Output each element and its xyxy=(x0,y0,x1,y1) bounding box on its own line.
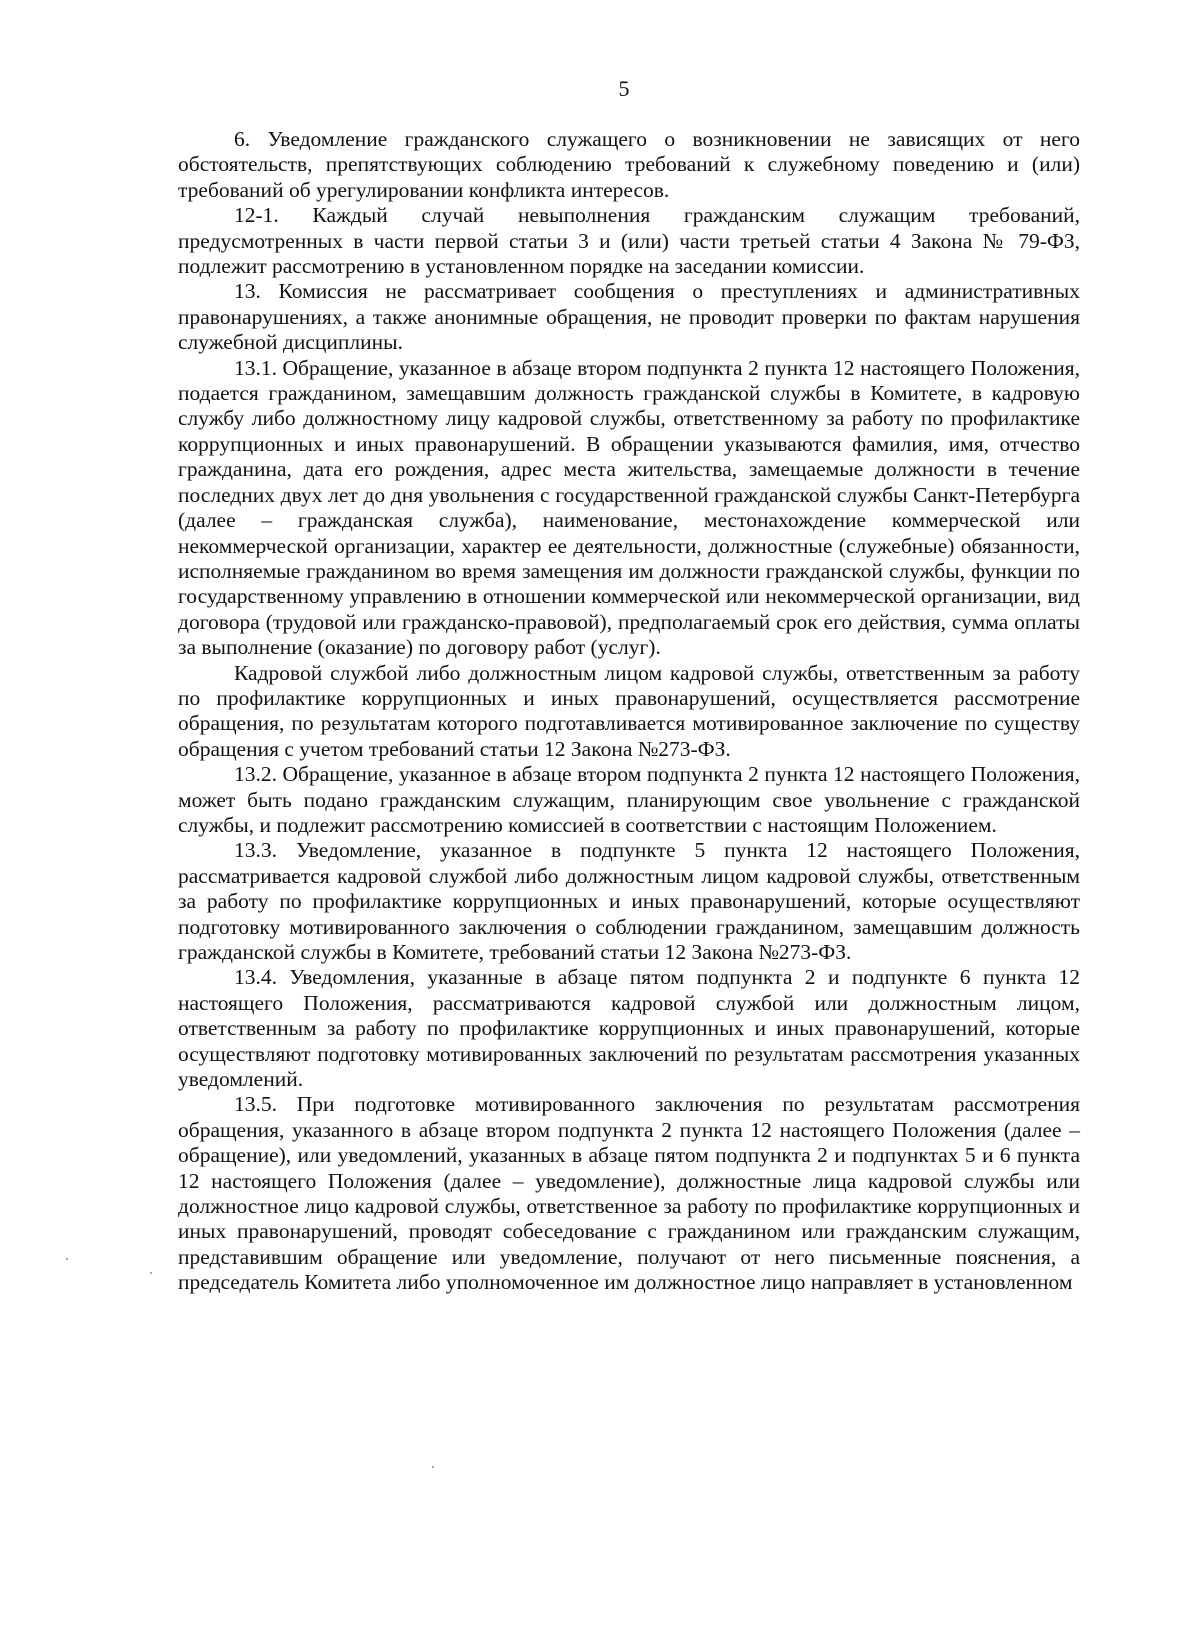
paragraph-13-1-continued: Кадровой службой либо должностным лицом кадровой службы, ответственным за работу по профилактике коррупционных и иных правонарушений, осуществляется рассмотрение обращения, по результатам которого подготавливается мотивированное заключение по существу обращения с учетом требований статьи 12 Закона №273-ФЗ. xyxy=(178,660,1080,761)
paragraph-item-6: 6. Уведомление гражданского служащего о возникновении не зависящих от него обстоятельств, препятствующих соблюдению требований к служебному поведению и (или) требований об урегулировании конфликта интересов. xyxy=(178,127,1080,202)
page-number: 5 xyxy=(618,76,630,101)
paragraph-13-5: 13.5. При подготовке мотивированного заключения по результатам рассмотрения обращения, указанного в абзаце втором подпункта 2 пункта 12 настоящего Положения (далее – обращение), или уведомлений, указанных в абзаце пятом подпункта 2 и подпунктах 5 и 6 пункта 12 настоящего Положения (далее – уведомление), должностные лица кадровой службы или должностное лицо кадровой службы, ответственное за работу по профилактике коррупционных и иных правонарушений, проводят собеседование с гражданином или гражданским служащим, представившим обращение или уведомление, получают от него письменные пояснения, а председатель Комитета либо уполномоченное им должностное лицо направляет в установленном xyxy=(178,1092,1080,1295)
paragraph-13-2: 13.2. Обращение, указанное в абзаце втором подпункта 2 пункта 12 настоящего Положения, может быть подано гражданским служащим, планирующим свое увольнение с гражданской службы, и подлежит рассмотрению комиссией в соответствии с настоящим Положением. xyxy=(178,762,1080,837)
paragraph-12-1: 12-1. Каждый случай невыполнения гражданским служащим требований, предусмотренных в части первой статьи 3 и (или) части третьей статьи 4 Закона № 79-ФЗ, подлежит рассмотрению в установленном порядке на заседании комиссии. xyxy=(178,203,1080,279)
scan-speck xyxy=(66,1258,68,1260)
scan-speck xyxy=(150,1272,152,1274)
scan-speck xyxy=(432,1466,434,1468)
document-body xyxy=(178,127,1080,1296)
paragraph-13-3: 13.3. Уведомление, указанное в подпункте 5 пункта 12 настоящего Положения, рассматривается кадровой службой либо должностным лицом кадровой службы, ответственным за работу по профилактике коррупционных и иных правонарушений, которые осуществляют подготовку мотивированного заключения о соблюдении гражданином, замещавшим должность гражданской службы в Комитете, требований статьи 12 Закона №273-ФЗ. xyxy=(178,838,1080,964)
paragraph-13-1: 13.1. Обращение, указанное в абзаце втором подпункта 2 пункта 12 настоящего Положения, подается гражданином, замещавшим должность гражданской службы в Комитете, в кадровую службу либо должностному лицу кадровой службы, ответственному за работу по профилактике коррупционных и иных правонарушений. В обращении указываются фамилия, имя, отчество гражданина, дата его рождения, адрес места жительства, замещаемые должности в течение последних двух лет до дня увольнения с государственной гражданской службы Санкт-Петербурга (далее – гражданская служба), наименование, местонахождение коммерческой или некоммерческой организации, характер ее деятельности, должностные (служебные) обязанности, исполняемые гражданином во время замещения им должности гражданской службы, функции по государственному управлению в отношении коммерческой или некоммерческой организации, вид договора (трудовой или гражданско-правовой), предполагаемый срок его действия, сумма оплаты за выполнение (оказание) по договору работ (услуг). xyxy=(178,355,1080,660)
paragraph-13-4: 13.4. Уведомления, указанные в абзаце пятом подпункта 2 и подпункте 6 пункта 12 настоящего Положения, рассматриваются кадровой службой или должностным лицом, ответственным за работу по профилактике коррупционных и иных правонарушений, которые осуществляют подготовку мотивированных заключений по результатам рассмотрения указанных уведомлений. xyxy=(178,965,1080,1092)
paragraph-13: 13. Комиссия не рассматривает сообщения о преступлениях и административных правонарушениях, а также анонимные обращения, не проводит проверки по фактам нарушения служебной дисциплины. xyxy=(178,279,1080,355)
